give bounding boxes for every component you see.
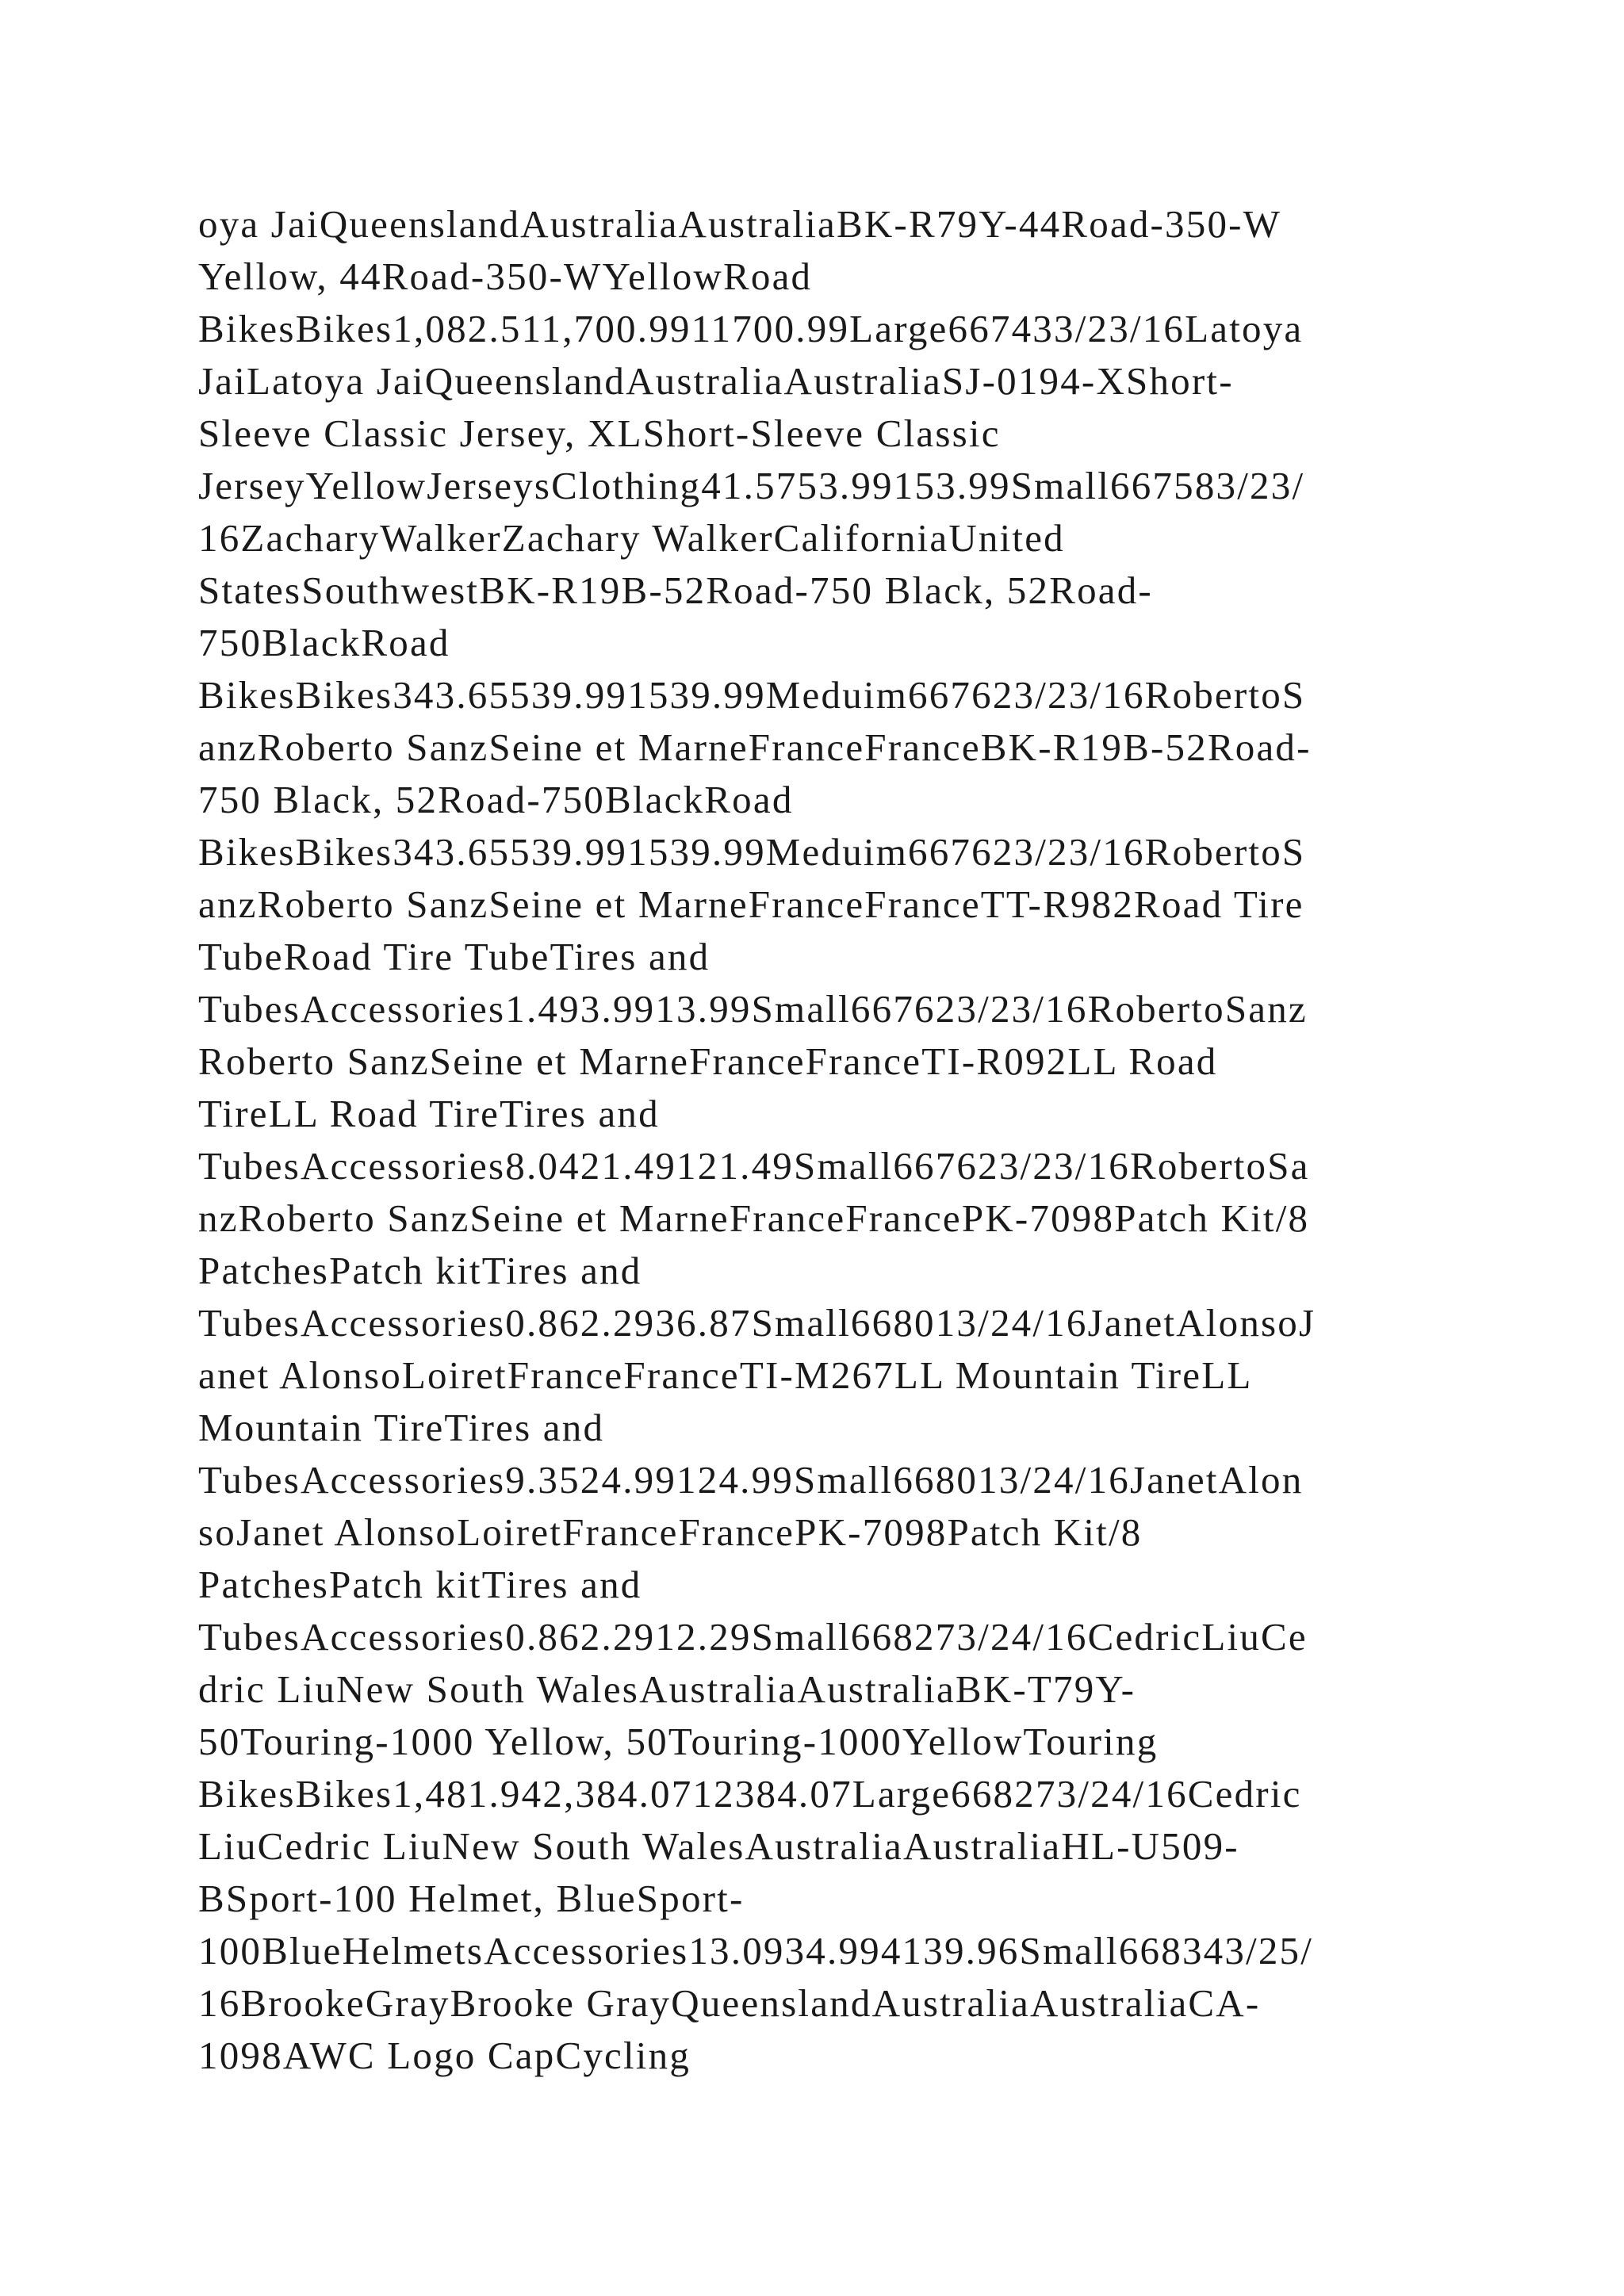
document-text-line: anzRoberto SanzSeine et MarneFranceFranceTT-R982Road Tire	[198, 882, 1304, 926]
document-text-line: StatesSouthwestBK-R19B-52Road-750 Black, 52Road-	[198, 568, 1153, 612]
document-text-line: TubesAccessories0.862.2936.87Small668013/24/16JanetAlonsoJ	[198, 1301, 1316, 1345]
document-text-line: oya JaiQueenslandAustraliaAustraliaBK-R79Y-44Road-350-W	[198, 202, 1282, 246]
document-text-line: BikesBikes343.65539.991539.99Meduim667623/23/16RobertoS	[198, 673, 1306, 717]
document-text-line: PatchesPatch kitTires and	[198, 1563, 642, 1606]
document-text-line: LiuCedric LiuNew South WalesAustraliaAustraliaHL-U509-	[198, 1824, 1239, 1868]
document-body-text	[198, 198, 1435, 2082]
document-text-line: BSport-100 Helmet, BlueSport-	[198, 1877, 745, 1920]
document-text-line: BikesBikes343.65539.991539.99Meduim667623/23/16RobertoS	[198, 830, 1306, 874]
document-text-line: Roberto SanzSeine et MarneFranceFranceTI-R092LL Road	[198, 1039, 1218, 1083]
document-text-line: TireLL Road TireTires and	[198, 1092, 660, 1135]
document-text-line: soJanet AlonsoLoiretFranceFrancePK-7098Patch Kit/8	[198, 1510, 1143, 1554]
document-text-line: TubeRoad Tire TubeTires and	[198, 935, 710, 978]
document-text-line: JaiLatoya JaiQueenslandAustraliaAustraliaSJ-0194-XShort-	[198, 359, 1234, 403]
document-text-line: PatchesPatch kitTires and	[198, 1249, 642, 1292]
document-text-line: BikesBikes1,082.511,700.9911700.99Large667433/23/16Latoya	[198, 307, 1304, 350]
document-text-line: anet AlonsoLoiretFranceFranceTI-M267LL Mountain TireLL	[198, 1353, 1253, 1397]
document-text-line: Sleeve Classic Jersey, XLShort-Sleeve Classic	[198, 411, 1001, 455]
document-text-line: TubesAccessories1.493.9913.99Small667623/23/16RobertoSanz	[198, 987, 1308, 1031]
document-text-line: 16ZacharyWalkerZachary WalkerCaliforniaUnited	[198, 516, 1065, 560]
document-text-line: BikesBikes1,481.942,384.0712384.07Large668273/24/16Cedric	[198, 1772, 1302, 1816]
document-text-line: anzRoberto SanzSeine et MarneFranceFranceBK-R19B-52Road-	[198, 725, 1312, 769]
document-text-line: TubesAccessories0.862.2912.29Small668273/24/16CedricLiuCe	[198, 1615, 1308, 1659]
document-text-line: Mountain TireTires and	[198, 1406, 605, 1449]
document-text-line: nzRoberto SanzSeine et MarneFranceFrancePK-7098Patch Kit/8	[198, 1196, 1310, 1240]
document-text-line: 16BrookeGrayBrooke GrayQueenslandAustraliaAustraliaCA-	[198, 1981, 1261, 2025]
document-text-line: TubesAccessories9.3524.99124.99Small668013/24/16JanetAlon	[198, 1458, 1304, 1502]
document-text-line: 750BlackRoad	[198, 621, 450, 664]
document-text-line: 750 Black, 52Road-750BlackRoad	[198, 778, 794, 821]
document-text-line: TubesAccessories8.0421.49121.49Small667623/23/16RobertoSa	[198, 1144, 1310, 1188]
document-text-line: 1098AWC Logo CapCycling	[198, 2034, 691, 2077]
document-text-line: 100BlueHelmetsAccessories13.0934.994139.96Small668343/25/	[198, 1929, 1314, 1973]
document-text-line: dric LiuNew South WalesAustraliaAustraliaBK-T79Y-	[198, 1667, 1136, 1711]
document-text-line: JerseyYellowJerseysClothing41.5753.99153.99Small667583/23/	[198, 464, 1305, 507]
document-text-line: Yellow, 44Road-350-WYellowRoad	[198, 254, 813, 298]
document-text-line: 50Touring-1000 Yellow, 50Touring-1000YellowTouring	[198, 1720, 1159, 1763]
